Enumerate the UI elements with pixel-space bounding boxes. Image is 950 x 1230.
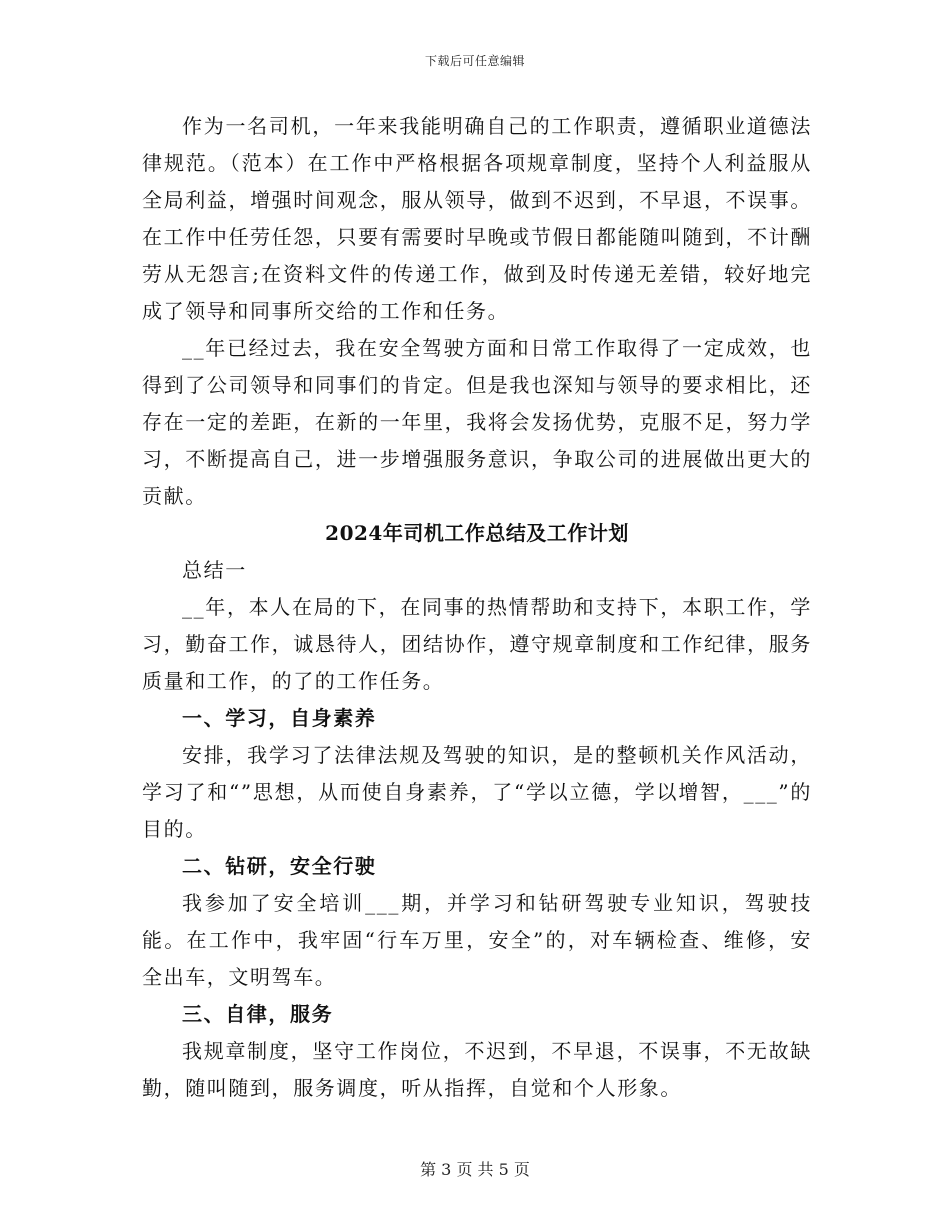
section-heading-discipline: 三、自律，服务 — [182, 1002, 334, 1026]
section-heading-safety: 二、钻研，安全行驶 — [182, 854, 377, 878]
summary-label: 总结一 — [182, 558, 247, 582]
section-heading-study: 一、学习，自身素养 — [182, 706, 377, 730]
document-body — [142, 108, 812, 1107]
paragraph-duties: 作为一名司机，一年来我能明确自己的工作职责，遵循职业道德法律规范。（范本）在工作中严格根据各项规章制度，坚持个人利益服从全局利益，增强时间观念，服从领导，做到不迟到，不早退，不误事。在工作中任劳任怨，只要有需要时早晚或节假日都能随叫随到，不计酬劳从无怨言;在资料文件的传递工作，做到及时传递无差错，较好地完成了领导和同事所交给的工作和任务。 — [142, 114, 812, 323]
document-title: 2024年司机工作总结及工作计划 — [325, 521, 629, 545]
section-text-discipline: 我规章制度，坚守工作岗位，不迟到，不早退，不误事，不无故缺勤，随叫随到，服务调度，听从指挥，自觉和个人形象。 — [142, 1039, 812, 1100]
paragraph-year-review: __年已经过去，我在安全驾驶方面和日常工作取得了一定成效，也得到了公司领导和同事们的肯定。但是我也深知与领导的要求相比，还存在一定的差距，在新的一年里，我将会发扬优势，克服不足，努力学习，不断提高自己，进一步增强服务意识，争取公司的进展做出更大的贡献。 — [142, 336, 812, 508]
page-number-footer: 第 3 页 共 5 页 — [420, 1160, 530, 1179]
section-text-safety: 我参加了安全培训___期，并学习和钻研驾驶专业知识，驾驶技能。在工作中，我牢固“行车万里，安全”的，对车辆检查、维修，安全出车，文明驾车。 — [142, 891, 812, 989]
paragraph-intro: __年，本人在局的下，在同事的热情帮助和支持下，本职工作，学习，勤奋工作，诚恳待人，团结协作，遵守规章制度和工作纪律，服务质量和工作，的了的工作任务。 — [142, 595, 812, 693]
page-header: 下载后可任意编辑 — [424, 54, 525, 68]
section-text-study: 安排，我学习了法律法规及驾驶的知识，是的整顿机关作风活动，学习了和“”思想，从而使自身素养，了“学以立德，学以增智，___”的目的。 — [142, 743, 812, 841]
